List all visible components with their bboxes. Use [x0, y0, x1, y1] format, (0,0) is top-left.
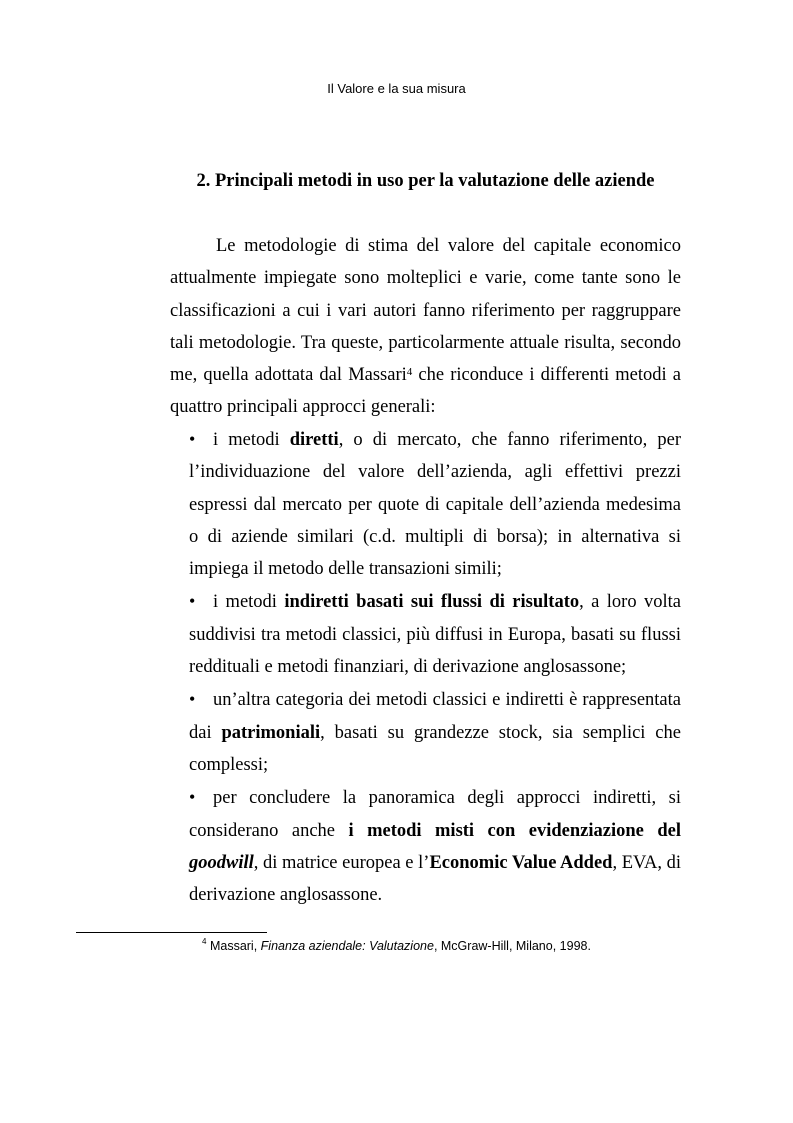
item-text: i metodi	[213, 592, 285, 613]
item-emphasis: Economic Value Added	[429, 852, 613, 873]
footnote-book-title: Finanza aziendale: Valutazione	[260, 939, 434, 953]
item-text: , a loro volta suddivisi tra metodi classici, più diffusi in Europa, basati su flussi reddituali e metodi finanziari, di derivazione anglosassone;	[189, 592, 681, 678]
list-item	[189, 585, 681, 683]
list-item	[189, 423, 681, 585]
bullet-icon: •	[189, 787, 196, 808]
item-emphasis: patrimoniali	[221, 722, 321, 743]
section-title: 2. Principali metodi in uso per la valutazione delle aziende	[196, 171, 655, 191]
item-text: , EVA, di derivazione anglosassone.	[189, 852, 681, 906]
footnote	[0, 939, 793, 953]
intro-text-continued: che riconduce i differenti metodi a quattro principali approcci generali:	[170, 365, 682, 418]
list-item	[189, 781, 681, 911]
list-item	[189, 683, 681, 781]
footnote-publisher: , McGraw-Hill, Milano, 1998.	[433, 939, 591, 953]
item-text: , basati su grandezze stock, sia semplici che complessi;	[189, 722, 681, 775]
item-emphasis: i metodi misti con evidenziazione del	[348, 820, 681, 841]
running-header: Il Valore e la sua misura	[327, 81, 466, 96]
bullet-icon: •	[189, 591, 196, 612]
item-emphasis-italic: goodwill	[189, 852, 254, 873]
bullet-icon: •	[189, 429, 196, 449]
item-text: , o di mercato, che fanno riferimento, per l’individuazione del valore dell’azienda, agli effettivi prezzi espressi dal mercato per quote di capitale dell’azienda medesima o di aziende similari (c.d. multipli di borsa); in alternativa si impiega il metodo delle transazioni simili;	[189, 430, 682, 580]
intro-text: Le metodologie di stima del valore del capitale economico attualmente impiegate sono molteplici e varie, come tante sono le classificazioni a cui i vari autori fanno riferimento per raggruppare tali metodologie. Tra queste, particolarmente attuale risulta, secondo me, quella adottata dal Massari	[170, 236, 681, 386]
intro-paragraph	[170, 230, 681, 424]
item-text: , di matrice europea e l’	[253, 852, 430, 873]
item-emphasis: indiretti basati sui flussi di risultato	[284, 592, 580, 613]
item-text: i metodi	[213, 430, 290, 450]
item-text: per concludere la panoramica degli approcci indiretti, si considerano anche	[189, 788, 681, 841]
method-list	[189, 423, 681, 911]
item-text: un’altra categoria dei metodi classici e indiretti è rappresentata dai	[189, 690, 681, 743]
item-emphasis: diretti	[289, 430, 339, 450]
footnote-divider	[76, 932, 267, 933]
footnote-number: 4	[202, 937, 207, 946]
bullet-icon: •	[189, 689, 196, 710]
footnote-author: Massari,	[206, 939, 261, 953]
footnote-reference: 4	[406, 366, 413, 379]
